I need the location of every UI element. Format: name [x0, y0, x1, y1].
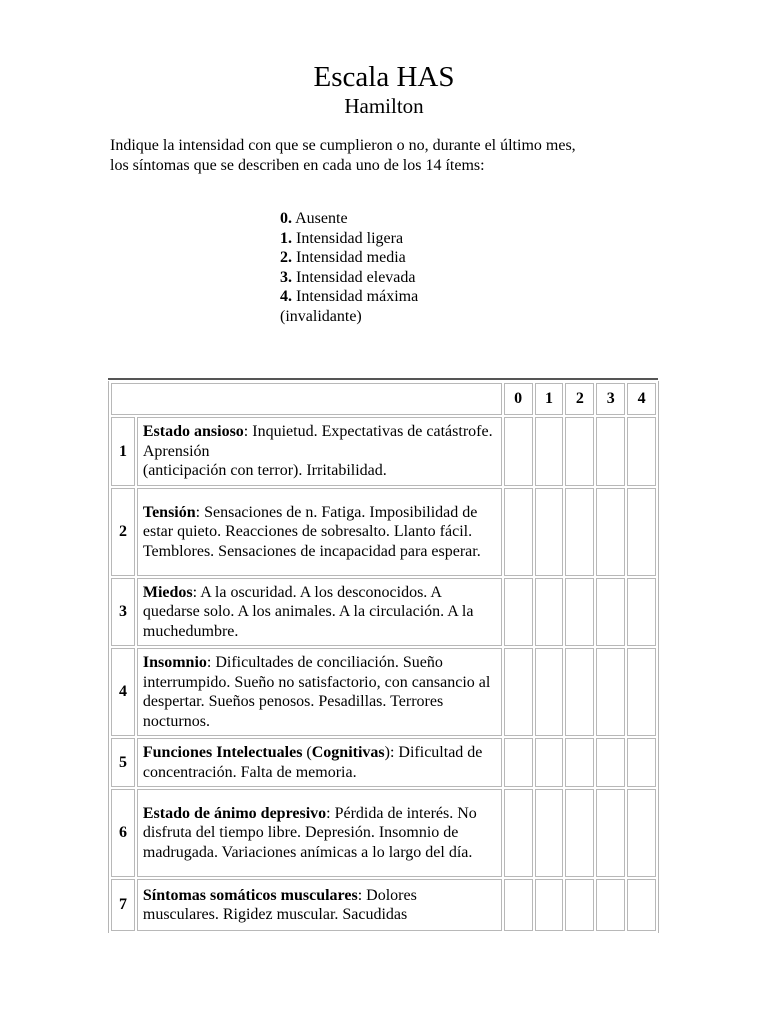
- score-header: 3: [596, 383, 625, 415]
- score-cell[interactable]: [504, 789, 533, 877]
- score-header: 4: [627, 383, 656, 415]
- score-cell[interactable]: [627, 417, 656, 486]
- legend-text: Intensidad máxima: [296, 288, 419, 306]
- score-cell[interactable]: [627, 578, 656, 646]
- legend-number: 2.: [280, 249, 292, 267]
- legend-number: 1.: [280, 229, 292, 247]
- score-cell[interactable]: [596, 578, 625, 646]
- score-cell[interactable]: [565, 417, 594, 486]
- item-name: Síntomas somáticos musculares: [142, 886, 358, 904]
- item-description: [137, 879, 502, 931]
- legend-item: [280, 209, 480, 229]
- has-table-wrapper: [108, 378, 659, 933]
- item-text: (anticipación con terror). Irritabilidad.: [142, 462, 387, 480]
- table-row: [111, 879, 656, 931]
- score-cell[interactable]: [596, 417, 625, 486]
- score-cell[interactable]: [504, 488, 533, 576]
- item-name: Estado de ánimo depresivo: [142, 804, 327, 822]
- item-text: : Dificultades de conciliación. Sueño interrumpido. Sueño no satisfactorio, con cansancio al despertar. Sueños penosos. Pesadillas. Terrores nocturnos.: [142, 654, 491, 730]
- legend-text: (invalidante): [280, 307, 362, 325]
- score-cell[interactable]: [627, 789, 656, 877]
- item-number: 3: [111, 578, 135, 646]
- legend-item: [280, 307, 480, 327]
- instructions-line-2: los síntomas que se describen en cada uno de los 14 ítems:: [110, 157, 485, 174]
- score-cell[interactable]: [535, 578, 564, 646]
- item-number: 7: [111, 879, 135, 931]
- score-cell[interactable]: [596, 738, 625, 787]
- score-cell[interactable]: [535, 879, 564, 931]
- score-cell[interactable]: [504, 578, 533, 646]
- legend-text: Intensidad elevada: [296, 268, 416, 286]
- item-name: Miedos: [142, 583, 193, 601]
- header-empty-cell: [111, 383, 502, 415]
- score-cell[interactable]: [565, 648, 594, 736]
- instructions-line-1: Indique la intensidad con que se cumplieron o no, durante el último mes,: [110, 137, 576, 154]
- legend-item: [280, 287, 480, 307]
- score-cell[interactable]: [504, 648, 533, 736]
- score-cell[interactable]: [565, 488, 594, 576]
- item-text: : Dolores musculares. Rigidez muscular. Sacudidas: [142, 886, 417, 923]
- score-header: 1: [535, 383, 564, 415]
- item-number: 6: [111, 789, 135, 877]
- score-cell[interactable]: [596, 879, 625, 931]
- score-cell[interactable]: [565, 789, 594, 877]
- item-description: [137, 578, 502, 646]
- item-description: [137, 417, 502, 486]
- score-cell[interactable]: [504, 738, 533, 787]
- legend-number: 4.: [280, 288, 292, 306]
- item-text: : Pérdida de interés. No disfruta del tiempo libre. Depresión. Insomnio de madrugada. Variaciones anímicas a lo largo del día.: [142, 804, 477, 861]
- table-row: [111, 417, 656, 486]
- score-cell[interactable]: [535, 789, 564, 877]
- item-text: ): Dificultad de concentración. Falta de memoria.: [142, 744, 483, 781]
- table-row: [111, 789, 656, 877]
- legend-text: Ausente: [295, 210, 348, 227]
- item-name: Tensión: [142, 503, 196, 521]
- legend-item: [280, 268, 480, 288]
- page-title: Escala HAS: [313, 61, 455, 93]
- item-description: [137, 789, 502, 877]
- score-cell[interactable]: [504, 417, 533, 486]
- item-text: : A la oscuridad. A los desconocidos. A quedarse solo. A los animales. A la circulación. A la muchedumbre.: [142, 583, 474, 640]
- score-cell[interactable]: [596, 488, 625, 576]
- legend-number: 0.: [280, 210, 292, 227]
- table-row: [111, 578, 656, 646]
- legend-number: 3.: [280, 268, 292, 286]
- legend-text: Intensidad ligera: [296, 229, 404, 247]
- score-cell[interactable]: [565, 879, 594, 931]
- score-header: 0: [504, 383, 533, 415]
- item-name: Estado ansioso: [142, 423, 244, 441]
- table-row: [111, 488, 656, 576]
- score-cell[interactable]: [504, 879, 533, 931]
- page-subtitle: Hamilton: [344, 94, 424, 118]
- item-description: [137, 488, 502, 576]
- score-cell[interactable]: [627, 648, 656, 736]
- legend-item: [280, 248, 480, 268]
- table-row: [111, 648, 656, 736]
- table-row: [111, 738, 656, 787]
- score-cell[interactable]: [535, 648, 564, 736]
- item-description: [137, 648, 502, 736]
- item-text: : Sensaciones de n. Fatiga. Imposibilidad de estar quieto. Reacciones de sobresalto. Llanto fácil. Temblores. Sensaciones de incapacidad para esperar.: [142, 503, 481, 560]
- score-cell[interactable]: [596, 648, 625, 736]
- score-cell[interactable]: [535, 417, 564, 486]
- score-cell[interactable]: [627, 738, 656, 787]
- score-cell[interactable]: [565, 738, 594, 787]
- item-number: 5: [111, 738, 135, 787]
- has-scale-table: [108, 381, 659, 933]
- item-name: Insomnio: [142, 654, 207, 671]
- item-name: Cognitivas: [311, 744, 385, 761]
- legend-item: [280, 229, 480, 249]
- item-number: 1: [111, 417, 135, 486]
- score-cell[interactable]: [535, 488, 564, 576]
- item-number: 4: [111, 648, 135, 736]
- score-header: 2: [565, 383, 594, 415]
- item-text: : Inquietud. Expectativas de catástrofe. Aprensión: [142, 423, 493, 460]
- score-cell[interactable]: [627, 879, 656, 931]
- item-description: [137, 738, 502, 787]
- score-cell[interactable]: [596, 789, 625, 877]
- score-cell[interactable]: [565, 578, 594, 646]
- instructions: [110, 136, 670, 176]
- table-top-rule: [108, 378, 658, 380]
- legend-text: Intensidad media: [296, 249, 406, 267]
- item-number: 2: [111, 488, 135, 576]
- score-cell[interactable]: [627, 488, 656, 576]
- table-header-row: [111, 383, 656, 415]
- item-text: (: [302, 744, 312, 761]
- item-name: Funciones Intelectuales: [142, 744, 303, 761]
- intensity-legend: [280, 209, 480, 327]
- score-cell[interactable]: [535, 738, 564, 787]
